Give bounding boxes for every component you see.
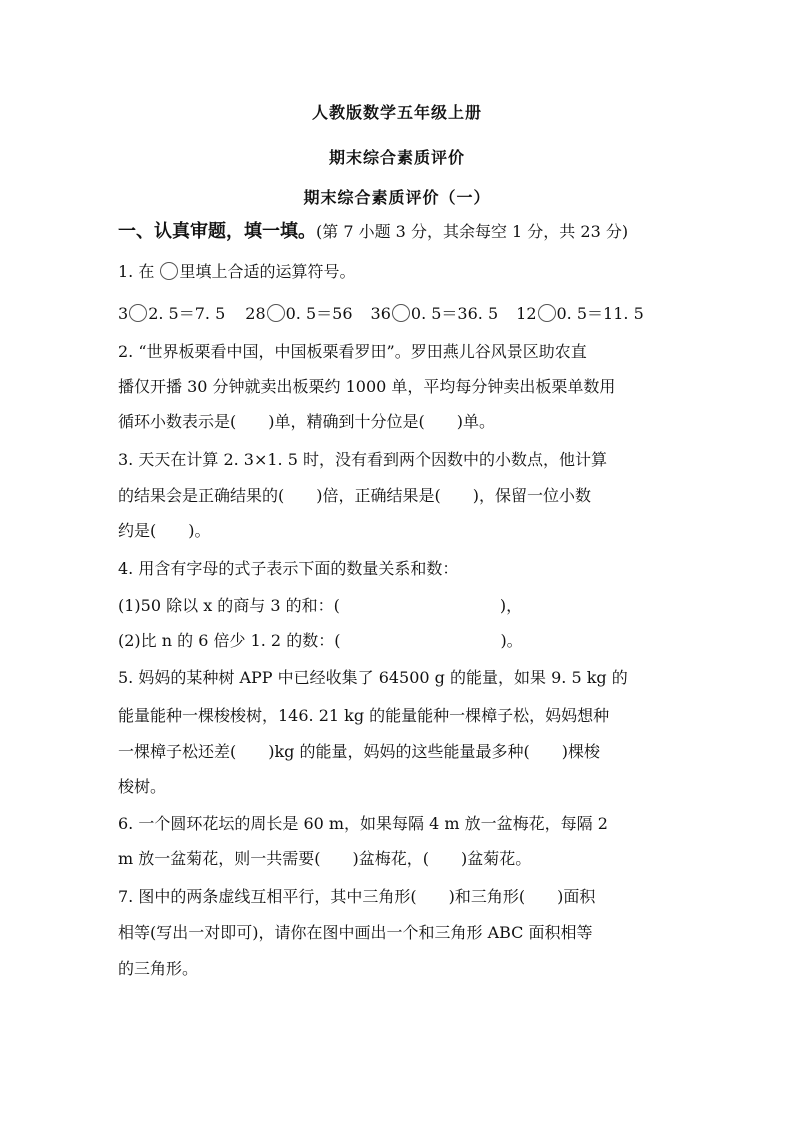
question-2-line-1: 2. “世界板栗看中国，中国板栗看罗田”。罗田燕儿谷风景区助农直 [118,342,587,361]
exam-subtitle: 期末综合素质评价（一） [303,188,491,207]
question-1-prefix: 1. 在 [118,262,155,281]
question-1-suffix: 里填上合适的运算符号。 [179,262,356,281]
question-6-line-2: m 放一盆菊花，则一共需要( )盆梅花，( )盆菊花。 [118,849,532,868]
question-6-line-1: 6. 一个圆环花坛的周长是 60 m，如果每隔 4 m 放一盆梅花，每隔 2 [118,814,608,833]
question-1 [118,261,688,283]
question-3-line-2: 的结果会是正确结果的( )倍，正确结果是( )，保留一位小数 [118,486,591,505]
question-7-line-1: 7. 图中的两条虚线互相平行，其中三角形( )和三角形( )面积 [118,887,596,906]
answer-circle[interactable] [392,304,410,322]
question-3-line-1: 3. 天天在计算 2. 3×1. 5 时，没有看到两个因数中的小数点，他计算 [118,450,607,469]
question-1-equations [118,303,688,325]
question-4-line-2: (1)50 除以 x 的商与 3 的和：( )， [118,596,523,615]
equation-3: 36 0. 5＝36. 5 [370,304,499,323]
book-title: 人教版数学五年级上册 [311,103,482,122]
equation-1: 3 2. 5＝7. 5 [118,304,226,323]
question-4-line-3: (2)比 n 的 6 倍少 1. 2 的数：( )。 [118,631,523,650]
section-heading [118,221,688,243]
question-7-line-2: 相等(写出一对即可)，请你在图中画出一个和三角形 ABC 面积相等 [118,923,593,942]
question-2-line-3: 循环小数表示是( )单，精确到十分位是( )单。 [118,412,495,431]
answer-circle [160,262,178,280]
equation-2: 28 0. 5＝56 [245,304,353,323]
answer-circle[interactable] [538,304,556,322]
question-3-line-3: 约是( )。 [118,521,211,540]
question-4-line-1: 4. 用含有字母的式子表示下面的数量关系和数： [118,559,459,578]
answer-circle[interactable] [267,304,285,322]
equation-4: 12 0. 5＝11. 5 [516,304,644,323]
question-5-line-1: 5. 妈妈的某种树 APP 中已经收集了 64500 g 的能量，如果 9. 5 kg 的 [118,668,628,687]
question-5-line-2: 能量能种一棵梭梭树，146. 21 kg 的能量能种一棵樟子松，妈妈想种 [118,706,610,725]
question-7-line-3: 的三角形。 [118,959,199,978]
section-title: 一、认真审题，填一填。 [118,221,316,242]
answer-circle[interactable] [129,304,147,322]
question-5-line-3: 一棵樟子松还差( )kg 的能量，妈妈的这些能量最多种( )棵梭 [118,742,600,761]
exam-title: 期末综合素质评价 [328,148,465,167]
section-score-note: (第 7 小题 3 分，其余每空 1 分，共 23 分) [316,222,629,241]
question-5-line-4: 梭树。 [118,777,167,796]
question-2-line-2: 播仅开播 30 分钟就卖出板栗约 1000 单，平均每分钟卖出板栗单数用 [118,377,616,396]
